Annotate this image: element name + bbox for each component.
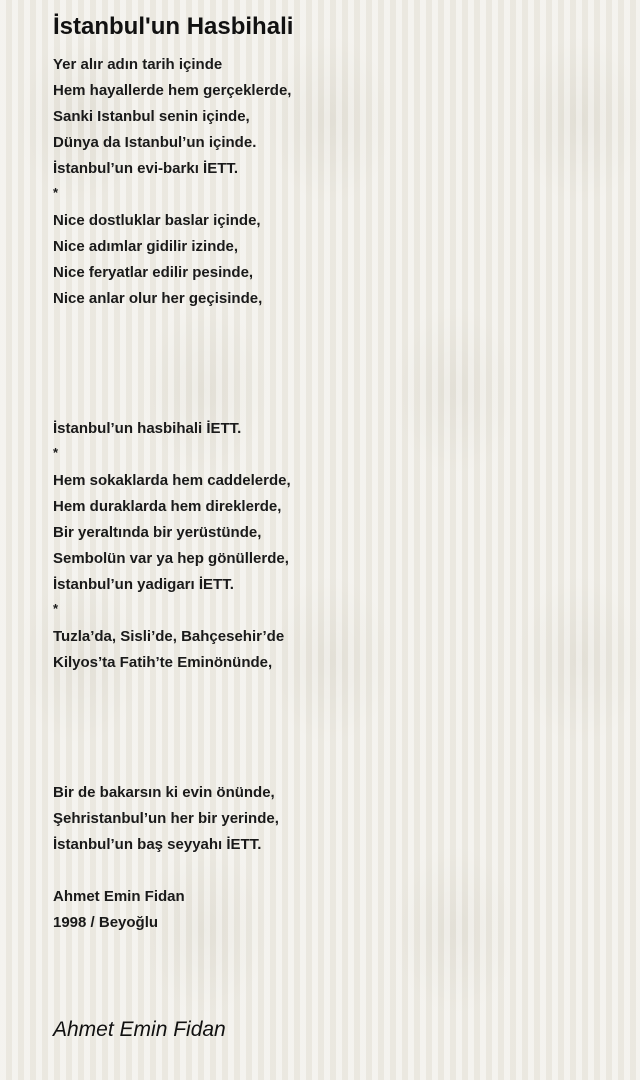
blank-line [53,702,613,728]
author-signature: Ahmet Emin Fidan [53,1018,226,1041]
poem-line: Kilyos’ta Fatih’te Eminönünde, [53,654,273,671]
poem-line: İstanbul’un baş seyyahı İETT. [53,836,262,853]
poem-line: Hem sokaklarda hem caddelerde, [53,472,291,489]
poem-line: Bir de bakarsın ki evin önünde, [53,784,275,801]
poem-line: Dünya da Istanbul’un içinde. [53,134,257,151]
poem-line: Sanki Istanbul senin içinde, [53,108,250,125]
poem-line: İstanbul’un hasbihali İETT. [53,420,242,437]
poem-line: Sembolün var ya hep gönüllerde, [53,550,289,567]
blank-line [53,754,613,780]
blank-line [53,728,613,754]
poem-body [53,52,613,936]
blank-line [53,312,613,338]
blank-line [53,390,613,416]
stanza-separator: * [53,601,59,616]
poem-line: Tuzla’da, Sisli’de, Bahçesehir’de [53,628,285,645]
poem-line: İstanbul’un evi-barkı İETT. [53,160,239,177]
blank-line [53,858,613,884]
date-place: 1998 / Beyoğlu [53,914,159,931]
poem-line: Nice adımlar gidilir izinde, [53,238,239,255]
poem-line: Hem duraklarda hem direklerde, [53,498,282,515]
blank-line [53,338,613,364]
poem-line: Nice feryatlar edilir pesinde, [53,264,254,281]
poem-line: Hem hayallerde hem gerçeklerde, [53,82,292,99]
poem-line: Bir yeraltında bir yerüstünde, [53,524,262,541]
poem-line: Nice dostluklar baslar içinde, [53,212,261,229]
poem-line: Şehristanbul’un her bir yerinde, [53,810,279,827]
poem-line: İstanbul’un yadigarı İETT. [53,576,234,593]
poem-title: İstanbul'un Hasbihali [53,13,294,40]
stanza-separator: * [53,445,59,460]
poem-line: Nice anlar olur her geçisinde, [53,290,263,307]
blank-line [53,676,613,702]
blank-line [53,364,613,390]
poem-line: Yer alır adın tarih içinde [53,56,223,73]
stanza-separator: * [53,185,59,200]
author-name: Ahmet Emin Fidan [53,888,185,905]
